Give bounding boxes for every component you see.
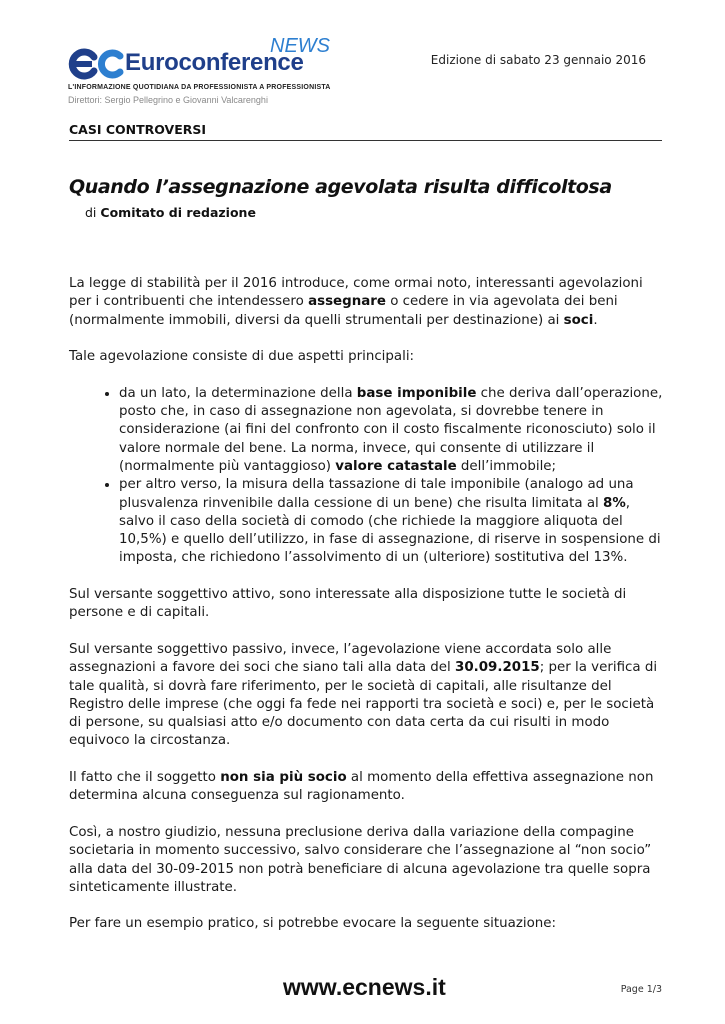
text-run: al momento della effettiva assegnazione non determina alcuna conseguenza sul ragionamento.	[69, 770, 654, 804]
text-run: Così, a nostro giudizio, nessuna preclusione deriva dalla variazione della compagine societaria in momento successivo, salvo considerare che l’assegnazione al “non socio” alla data del 30-09-2015 non potrà beneficiare di alcuna agevolazione tra quelle sopra sinteticamente illustrate.	[69, 824, 652, 895]
text-run: o cedere in via agevolata dei beni (normalmente immobili, diversi da quelli strumentali per destinazione) ai	[69, 294, 618, 328]
section-title: CASI CONTROVERSI	[69, 122, 662, 141]
bold-text: valore catastale	[335, 458, 457, 474]
article-byline	[85, 205, 256, 220]
bold-text: assegnare	[308, 294, 386, 310]
text-run: , salvo il caso della società di comodo (che richiede la maggiore aliquota del 10,5%) e quello dell’utilizzo, in fase di assegnazione, di riserve in sospensione di imposta, che richiedono l’assolvimento di un (ulteriore) sostitutiva del 13%.	[119, 495, 661, 566]
brand-name: Euroconference	[125, 49, 304, 76]
text-run: .	[593, 312, 598, 328]
page-number: Page 1/3	[620, 984, 662, 995]
site-url: www.ecnews.it	[283, 974, 446, 1000]
paragraph	[69, 769, 669, 806]
text-run: Per fare un esempio pratico, si potrebbe evocare la seguente situazione:	[69, 916, 557, 932]
paragraph	[69, 275, 669, 330]
list-item	[119, 476, 669, 567]
brand-news-label: NEWS	[270, 35, 330, 57]
ec-logo-mark-icon	[68, 46, 124, 82]
bold-text: soci	[563, 312, 594, 328]
brand-tagline: L'INFORMAZIONE QUOTIDIANA DA PROFESSIONISTA A PROFESSIONISTA	[68, 84, 331, 91]
text-run: Il fatto che il soggetto	[69, 770, 221, 786]
article-title: Quando l’assegnazione agevolata risulta difficoltosa	[69, 176, 612, 198]
text-run: La legge di stabilità per il 2016 introduce, come ormai noto, interessanti agevolazioni per i contribuenti che intendessero	[69, 276, 643, 310]
text-run: Tale agevolazione consiste di due aspetti principali:	[69, 349, 415, 365]
paragraph	[69, 641, 669, 751]
text-run: Sul versante soggettivo passivo, invece, l’agevolazione viene accordata solo alle assegnazioni a favore dei soci che siano tali alla data del	[69, 641, 612, 676]
bold-text: non sia più socio	[220, 770, 347, 786]
directors-line: Direttori: Sergio Pellegrino e Giovanni Valcarenghi	[68, 95, 268, 105]
bold-text: 8%	[603, 495, 626, 511]
text-run: da un lato, la determinazione della	[119, 385, 357, 401]
list-item	[119, 385, 669, 476]
bold-text: base imponibile	[356, 385, 477, 401]
paragraph	[69, 348, 669, 366]
edition-date: Edizione di sabato 23 gennaio 2016	[430, 53, 646, 67]
aspects-list	[69, 385, 669, 568]
text-run: per altro verso, la misura della tassazione di tale imponibile (analogo ad una plusvalenza rinvenibile dalla cessione di un bene) che risulta limitata al	[119, 477, 634, 511]
byline-prefix: di	[85, 205, 97, 220]
text-run: ; per la verifica di tale qualità, si dovrà fare riferimento, per le società di capitali, alle risultanze del Registro delle imprese (che oggi fa fede nei rapporti tra società e soci) e, per le società di persone, su qualsiasi atto e/o documento con data certa da cui risulti in modo equivoco la circostanza.	[69, 660, 658, 749]
bold-text: 30.09.2015	[455, 660, 540, 676]
text-run: dell’immobile;	[456, 458, 557, 474]
byline-author: Comitato di redazione	[100, 205, 256, 220]
text-run: Sul versante soggettivo attivo, sono interessate alla disposizione tutte le società di persone e di capitali.	[69, 587, 627, 621]
text-run: che deriva dall’operazione, posto che, in caso di assegnazione non agevolata, si dovrebbe tenere in considerazione (ai fini del confronto con il costo fiscalmente riconosciuto) solo il valore normale del bene. La norma, invece, qui consente di utilizzare il (normalmente più vantaggioso)	[119, 385, 663, 474]
paragraph	[69, 824, 669, 897]
euroconference-news-logo	[68, 36, 330, 108]
paragraph	[69, 915, 669, 933]
article-body	[69, 275, 669, 952]
paragraph	[69, 586, 669, 623]
